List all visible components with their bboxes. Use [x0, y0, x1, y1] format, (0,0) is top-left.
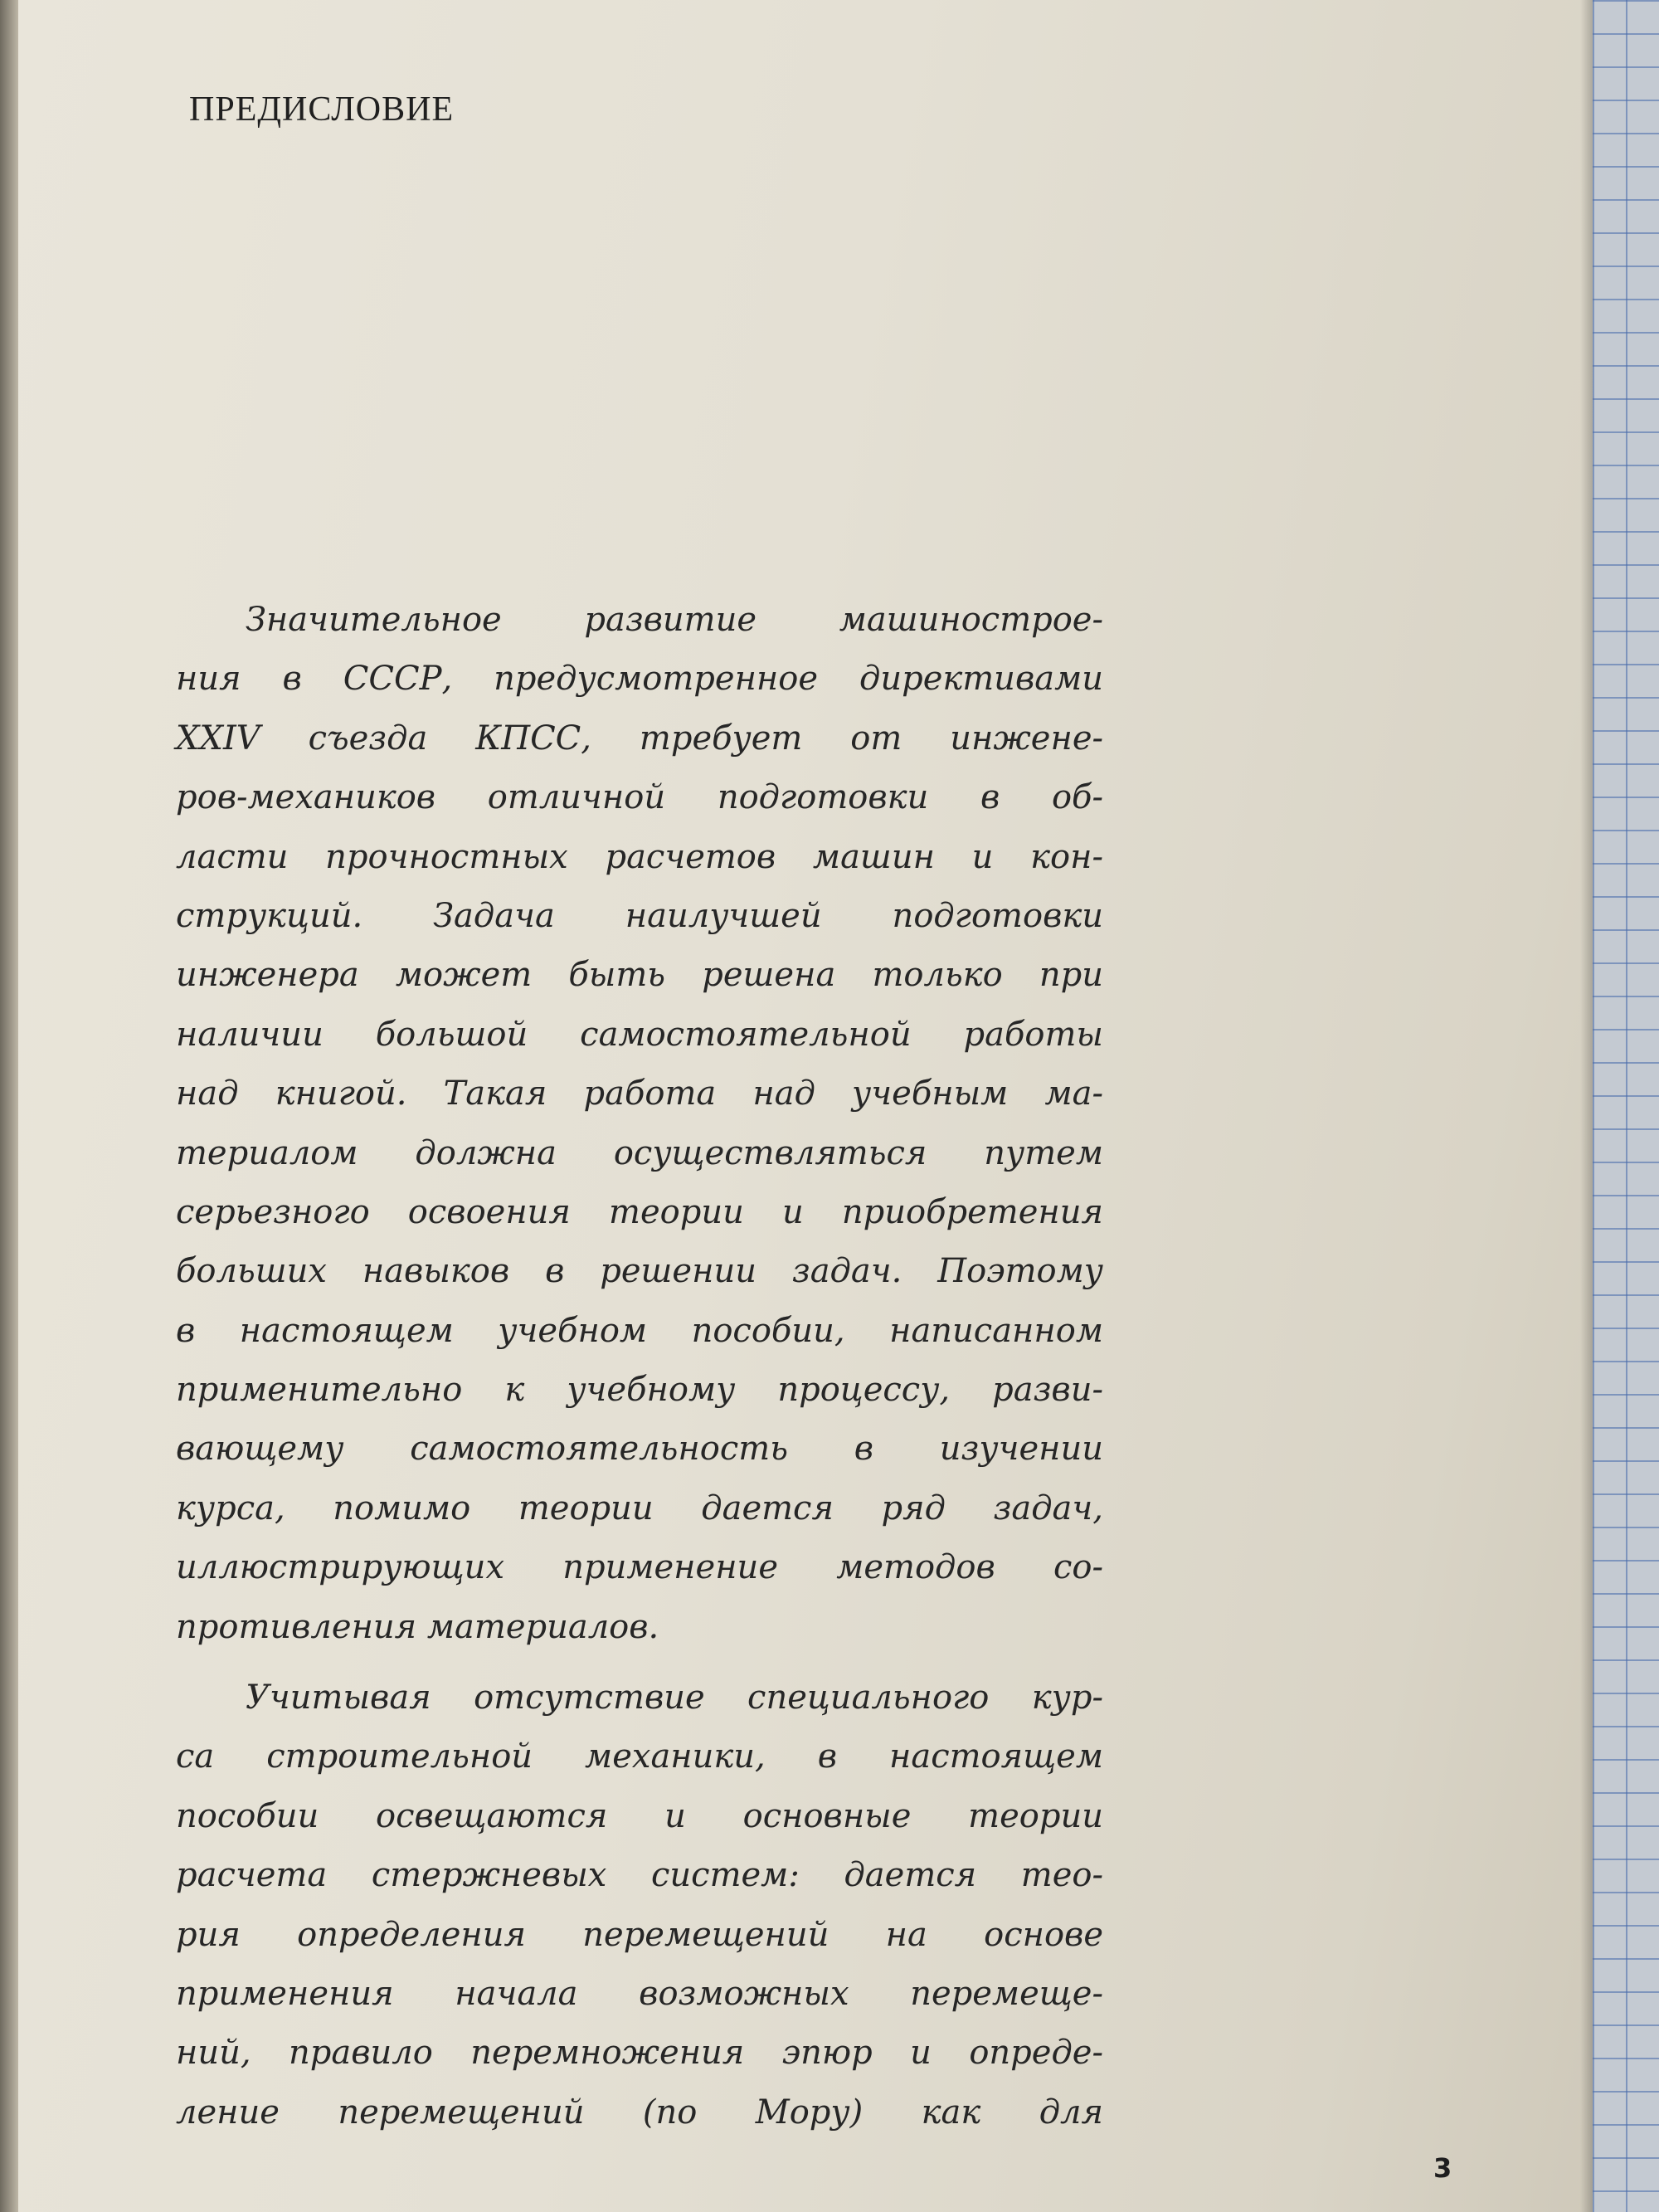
paragraph-gap [176, 1657, 1103, 1669]
text-line: ласти прочностных расчетов машин и кон- [176, 837, 1103, 876]
paragraph-1 [176, 591, 1103, 1657]
text-line: применения начала возможных перемеще- [176, 1974, 1103, 2013]
text-line: ния в СССР, предусмотренное директивами [176, 660, 1103, 699]
text-line: серьезного освоения теории и приобретения [176, 1192, 1103, 1231]
text-line: противления материалов. [176, 1607, 659, 1646]
text-line: ний, правило перемножения эпюр и опреде- [176, 2034, 1103, 2073]
text-line: вающему самостоятельность в изучении [176, 1430, 1103, 1469]
text-line: иллюстрирующих применение методов со- [176, 1548, 1103, 1587]
text-line: инженера может быть решена только при [176, 956, 1103, 995]
text-line: расчета стержневых систем: дается тео- [176, 1856, 1103, 1895]
text-line: применительно к учебному процессу, разви- [176, 1371, 1103, 1410]
text-line: XXIV съезда КПСС, требует от инжене- [176, 719, 1103, 758]
text-line: рия определения перемещений на основе [176, 1915, 1103, 1954]
text-line: наличии большой самостоятельной работы [176, 1015, 1103, 1054]
text-line: Значительное развитие машинострое- [246, 601, 1103, 639]
page-heading: ПРЕДИСЛОВИЕ [189, 90, 455, 129]
text-line: ление перемещений (по Мору) как для [176, 2093, 1103, 2132]
text-line: больших навыков в решении задач. Поэтому [176, 1252, 1103, 1291]
preface-body [176, 591, 1103, 2142]
text-line: Учитывая отсутствие специального кур- [246, 1678, 1103, 1717]
text-line: пособии освещаются и основные теории [176, 1796, 1103, 1835]
page-number: 3 [1433, 2152, 1452, 2184]
paragraph-2 [176, 1669, 1103, 2142]
text-line: струкций. Задача наилучшей подготовки [176, 896, 1103, 935]
text-line: в настоящем учебном пособии, написанном [176, 1311, 1103, 1350]
book-gutter-edge [0, 0, 18, 2212]
text-line: курса, помимо теории дается ряд задач, [176, 1488, 1103, 1527]
text-line: ров-механиков отличной подготовки в об- [176, 778, 1103, 817]
grid-notebook-background [1593, 0, 1659, 2212]
text-line: над книгой. Такая работа над учебным ма- [176, 1074, 1103, 1113]
text-line: териалом должна осуществляться путем [176, 1133, 1103, 1172]
text-line: са строительной механики, в настоящем [176, 1737, 1103, 1776]
